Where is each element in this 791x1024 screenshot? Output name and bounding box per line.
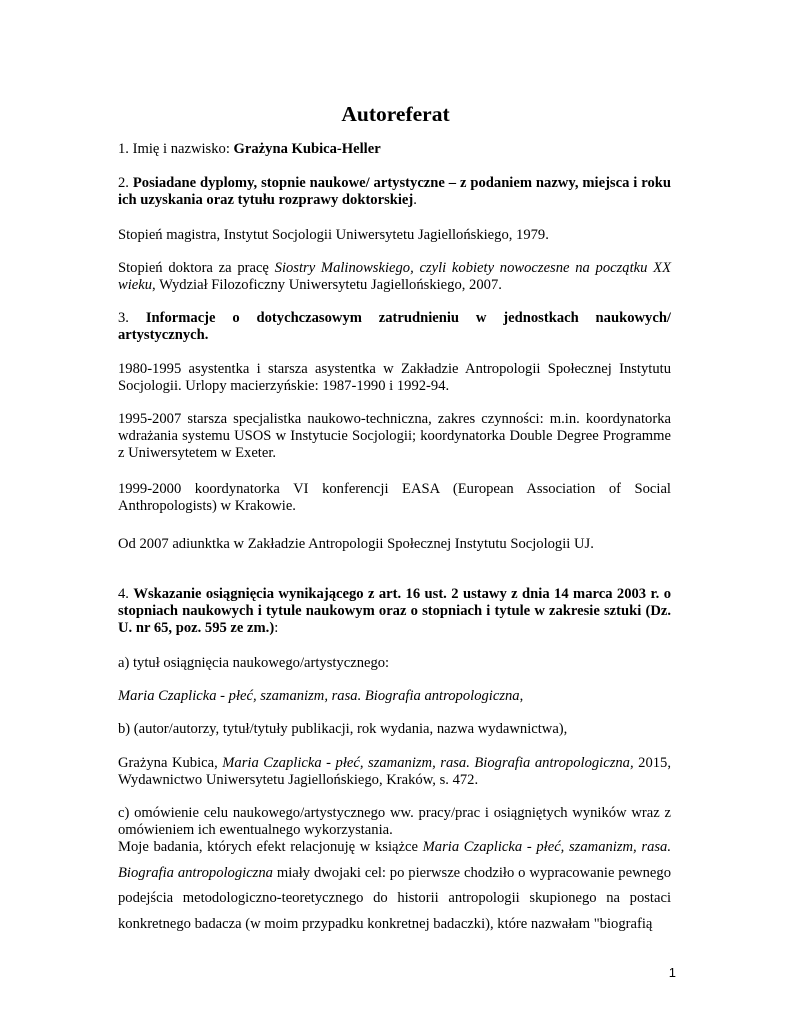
section-4-heading-end: : xyxy=(274,620,279,636)
book-title-part-1: Maria Czaplicka - płeć, szamanizm, rasa. xyxy=(422,839,671,855)
item-a-label-text: a) tytuł osiągnięcia naukowego/artystycznego: xyxy=(118,655,390,671)
achievement-title: Maria Czaplicka - płeć, szamanizm, rasa. Biografia antropologiczna xyxy=(118,688,520,704)
achievement-title-end: , xyxy=(519,688,524,704)
section-4-heading xyxy=(118,586,671,637)
author-name: Grażyna Kubica-Heller xyxy=(233,141,381,157)
doctoral-degree xyxy=(118,260,671,294)
section-3-heading-text: Informacje o dotychczasowym zatrudnieniu w jednostkach naukowych/ artystycznych. xyxy=(118,310,671,343)
section-1-label: Imię i nazwisko: xyxy=(132,141,230,157)
section-2-heading-end: . xyxy=(413,192,417,208)
research-description xyxy=(118,835,671,937)
employment-2 xyxy=(118,411,671,462)
section-2-heading xyxy=(118,175,671,209)
section-2-heading-text: Posiadane dyplomy, stopnie naukowe/ artystyczne – z podaniem nazwy, miejsca i roku ich uzyskania oraz tytułu rozprawy doktorskiej xyxy=(118,175,672,208)
masters-degree-text: Stopień magistra, Instytut Socjologii Uniwersytetu Jagiellońskiego, 1979. xyxy=(118,227,549,243)
publication-details: 2015, Wydawnictwo Uniwersytetu Jagiellońskiego, Kraków, s. 472. xyxy=(118,755,671,788)
page-number: 1 xyxy=(668,965,676,980)
employment-1-text: 1980-1995 asystentka i starsza asystentka w Zakładzie Antropologii Społecznej Instytutu Socjologii. Urlopy macierzyńskie: 1987-1990 i 1992-94. xyxy=(118,361,671,394)
doctoral-thesis-title: Siostry Malinowskiego, czyli kobiety nowoczesne na początku XX wieku xyxy=(118,260,671,293)
employment-4-text: Od 2007 adiunktka w Zakładzie Antropologii Społecznej Instytutu Socjologii UJ. xyxy=(118,536,594,552)
item-a-label xyxy=(118,655,671,672)
publication-title: Maria Czaplicka - płeć, szamanizm, rasa. Biografia antropologiczna, xyxy=(222,755,634,771)
page-title: Autoreferat xyxy=(341,102,450,126)
section-3-heading xyxy=(118,310,671,344)
publication-author: Grażyna Kubica, xyxy=(118,755,223,771)
research-description-body: miały dwojaki cel: po pierwsze chodziło o wypracowanie pewnego podejścia metodologiczno-teoretycznego do historii antropologii skupionego na postaci konkretnego badacza (w moim przypadku konkretnej badaczki), które nazwałam "biografią xyxy=(118,864,671,932)
section-4-heading-text: Wskazanie osiągnięcia wynikającego z art. 16 ust. 2 ustawy z dnia 14 marca 2003 r. o stopniach naukowych i tytule naukowym oraz o stopniach i tytule w zakresie sztuki (Dz. U. nr 65, poz. 595 ze zm.) xyxy=(118,586,671,636)
book-title-part-2: Biografia antropologiczna xyxy=(118,864,273,881)
employment-3-text: 1999-2000 koordynatorka VI konferencji EASA (European Association of Social Anthropologists) w Krakowie. xyxy=(118,481,671,514)
section-2-number: 2. xyxy=(118,175,129,191)
item-b-label-text: b) (autor/autorzy, tytuł/tytuły publikacji, rok wydania, nazwa wydawnictwa), xyxy=(118,721,568,737)
item-b-label xyxy=(118,721,671,738)
section-3-number: 3. xyxy=(118,310,129,326)
employment-1 xyxy=(118,361,671,395)
research-description-intro: Moje badania, których efekt relacjonuję w książce xyxy=(118,839,423,855)
section-1 xyxy=(118,141,671,158)
section-1-number: 1. xyxy=(118,141,129,157)
section-4-number: 4. xyxy=(118,586,129,602)
employment-2-text: 1995-2007 starsza specjalistka naukowo-techniczna, zakres czynności: m.in. koordynatorka wdrażania systemu USOS w Instytucie Socjologii; koordynatorka Double Degree Programme z Uniwersytetem w Exeter. xyxy=(118,411,671,461)
employment-3 xyxy=(118,481,671,515)
item-a-title xyxy=(118,688,671,705)
item-c-label xyxy=(118,805,671,839)
item-c-label-text: c) omówienie celu naukowego/artystycznego ww. pracy/prac i osiągniętych wyników wraz z omówieniem ich ewentualnego wykorzystania. xyxy=(118,805,671,838)
masters-degree xyxy=(118,227,671,244)
employment-4 xyxy=(118,536,671,553)
doctoral-degree-institution: , Wydział Filozoficzny Uniwersytetu Jagiellońskiego, 2007. xyxy=(152,277,502,293)
doctoral-degree-intro: Stopień doktora za pracę xyxy=(118,260,275,276)
publication-citation xyxy=(118,755,671,789)
